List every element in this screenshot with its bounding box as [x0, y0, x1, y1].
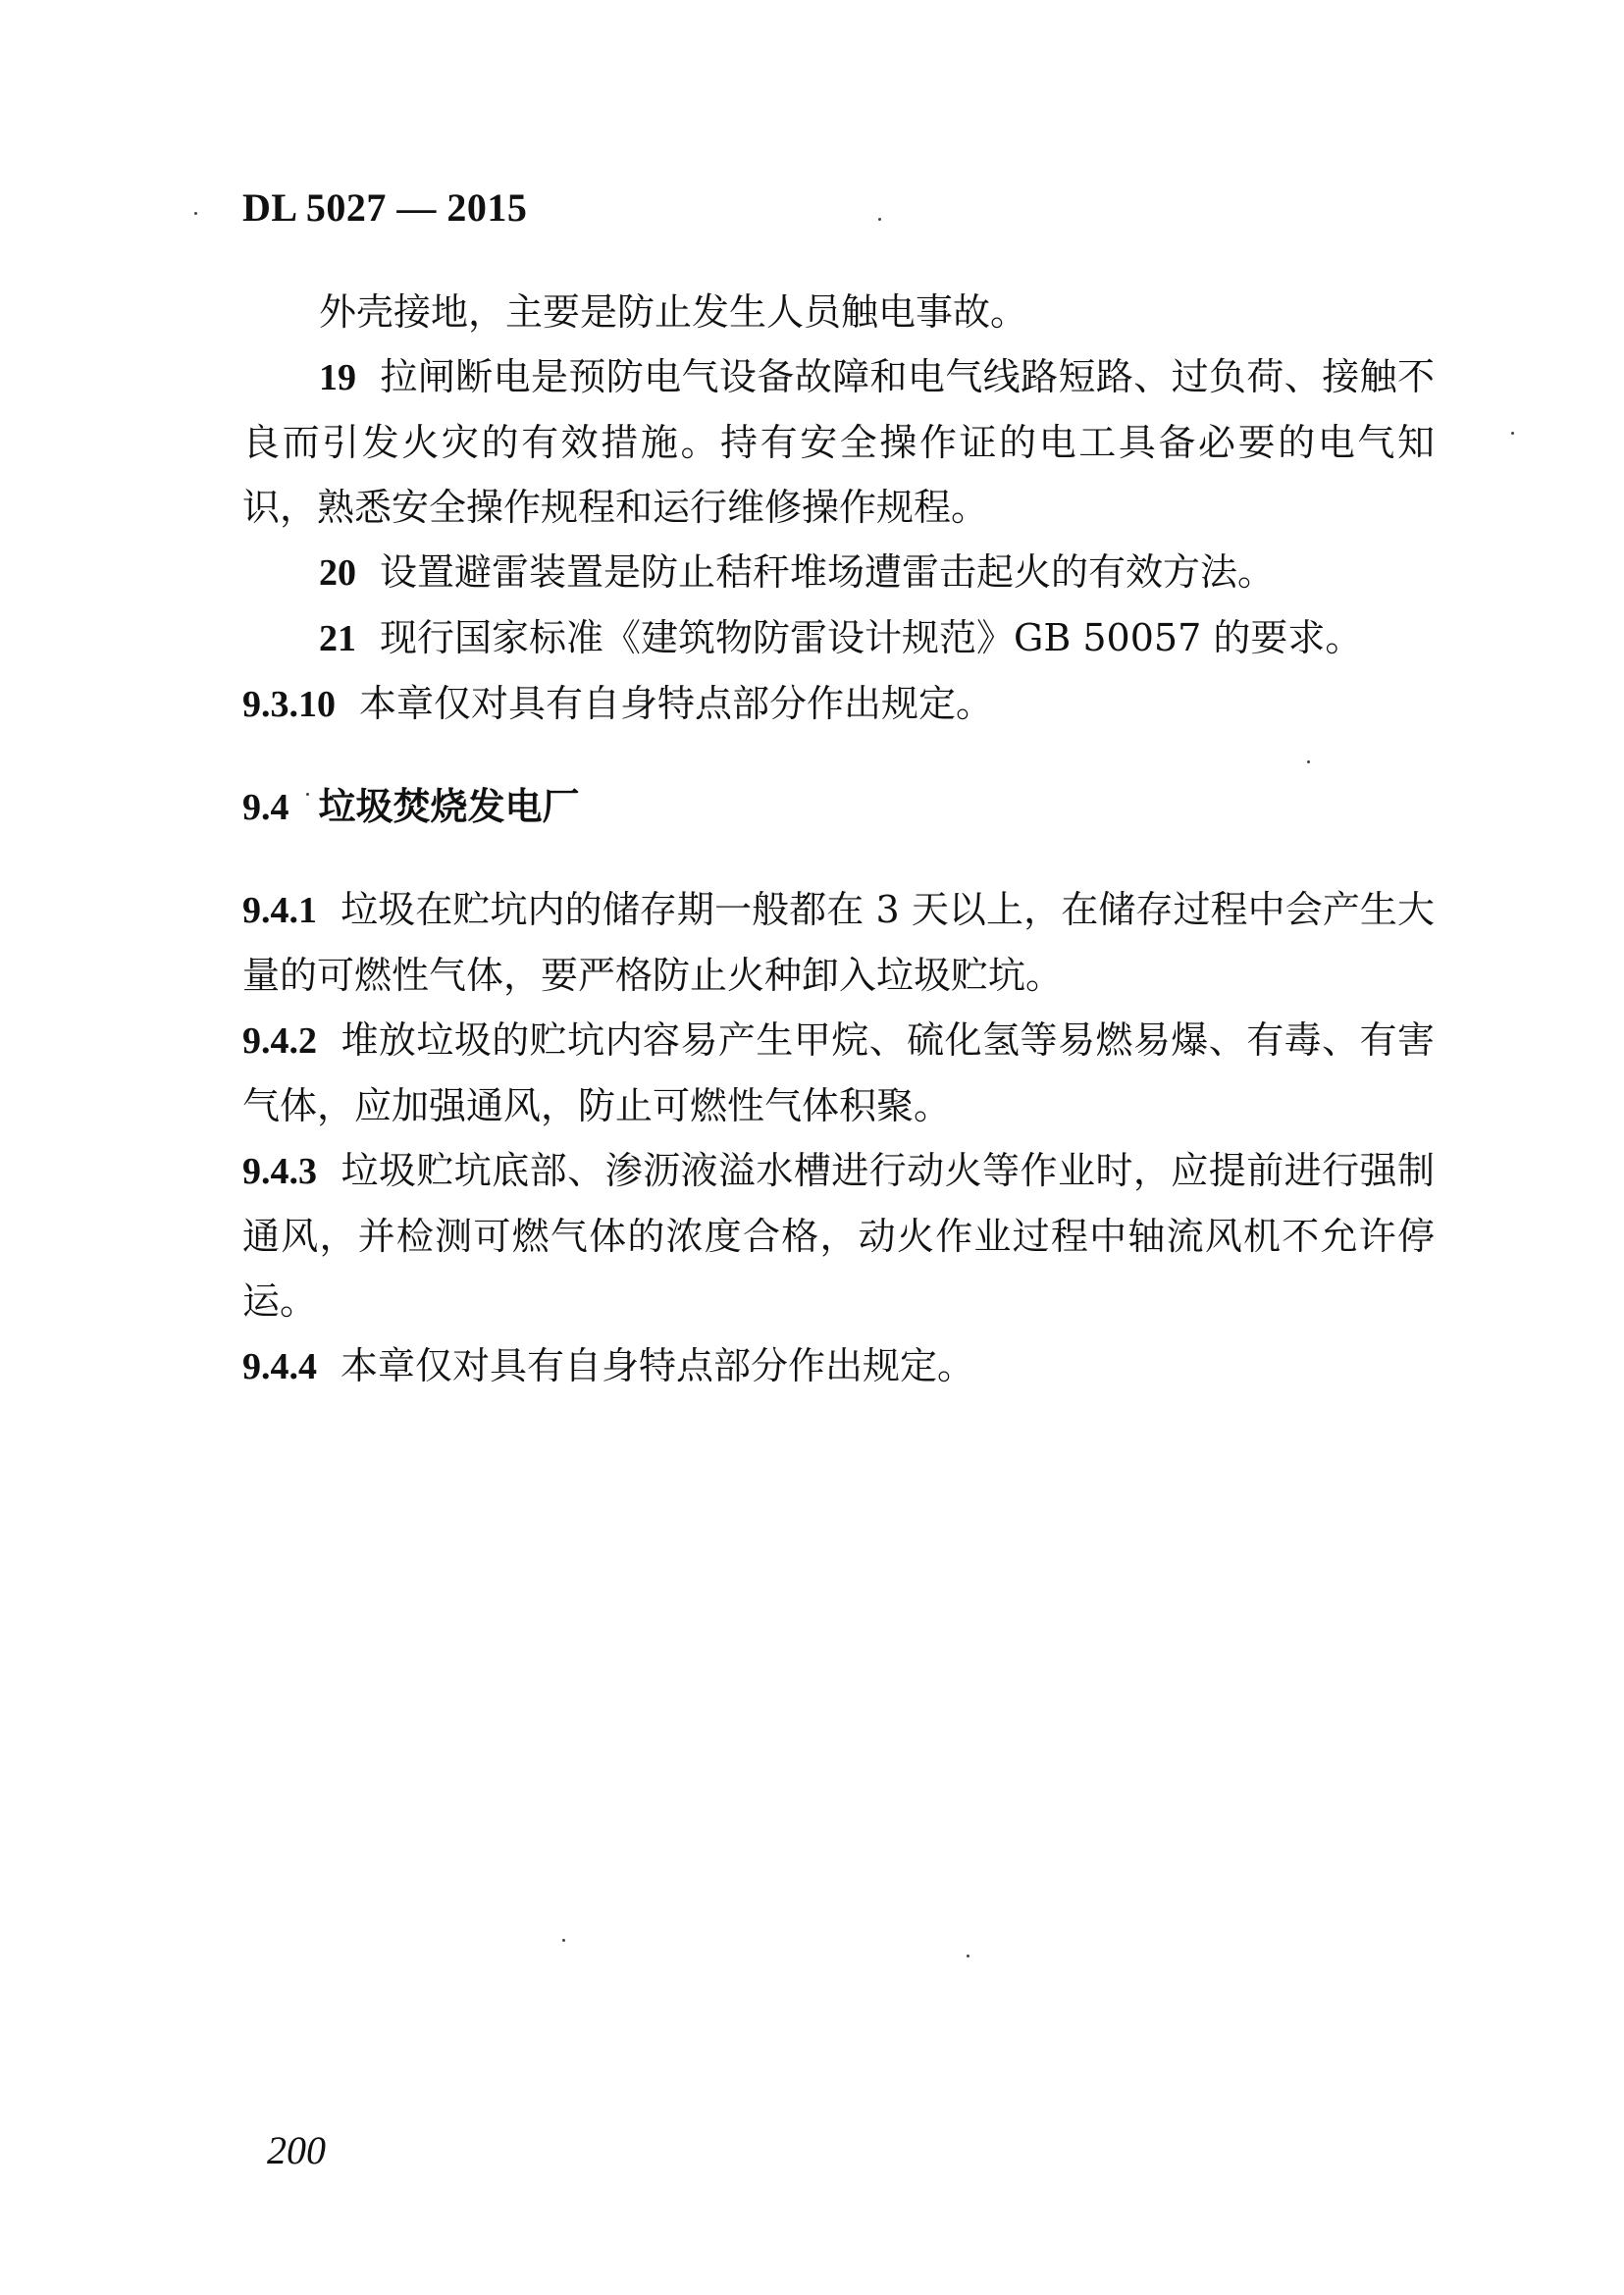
clause-number: 9.3.10 — [242, 684, 336, 725]
clause-9-4-3 — [242, 1138, 1435, 1333]
section-number: 9.4 — [242, 787, 289, 828]
clause-number: 9.4.4 — [242, 1346, 317, 1387]
section-title-text: 垃圾焚烧发电厂 — [318, 784, 580, 828]
clause-number: 9.4.2 — [242, 1020, 317, 1062]
scan-speck — [1307, 760, 1310, 763]
section-heading — [242, 774, 1435, 840]
clause-text: 垃圾在贮坑内的储存期一般都在 3 天以上，在储存过程中会产生大量的可燃性气体，要严格防止火种卸入垃圾贮坑。 — [242, 888, 1435, 997]
paragraph-continuation — [242, 280, 1435, 344]
clause-number: 9.4.3 — [242, 1151, 317, 1192]
clause-text: 堆放垃圾的贮坑内容易产生甲烷、硫化氢等易燃易爆、有毒、有害气体，应加强通风，防止可燃性气体积聚。 — [242, 1018, 1435, 1127]
paragraph-text: 外壳接地，主要是防止发生人员触电事故。 — [319, 290, 1028, 334]
item-19 — [242, 344, 1435, 540]
scan-speck — [967, 1955, 969, 1957]
clause-9-4-1 — [242, 877, 1435, 1008]
clause-9-4-2 — [242, 1008, 1435, 1138]
item-20 — [242, 540, 1435, 605]
item-21 — [242, 605, 1435, 671]
page-content — [242, 280, 1435, 1399]
item-number: 21 — [319, 618, 356, 659]
scan-speck — [878, 218, 881, 221]
page-number: 200 — [267, 2128, 326, 2172]
clause-9-3-10 — [242, 671, 1435, 737]
clause-9-4-4 — [242, 1333, 1435, 1399]
standard-code-header: DL 5027 — 2015 — [242, 185, 528, 230]
clause-number: 9.4.1 — [242, 890, 317, 931]
item-number: 20 — [319, 552, 356, 594]
item-text: 设置避雷装置是防止秸秆堆场遭雷击起火的有效方法。 — [380, 550, 1276, 594]
scan-speck — [562, 1939, 565, 1942]
scan-speck — [194, 212, 197, 215]
item-text: 现行国家标准《建筑物防雷设计规范》GB 50057 的要求。 — [380, 616, 1363, 659]
scan-speck — [1511, 432, 1514, 435]
clause-text: 本章仅对具有自身特点部分作出规定。 — [341, 1344, 975, 1387]
clause-text: 垃圾贮坑底部、渗沥液溢水槽进行动火等作业时，应提前进行强制通风，并检测可燃气体的浓度合格，动火作业过程中轴流风机不允许停运。 — [242, 1149, 1435, 1323]
scan-speck — [306, 793, 309, 796]
item-number: 19 — [319, 357, 356, 398]
clause-text: 本章仅对具有自身特点部分作出规定。 — [359, 682, 994, 725]
item-text: 拉闸断电是预防电气设备故障和电气线路短路、过负荷、接触不良而引发火灾的有效措施。持有安全操作证的电工具备必要的电气知识，熟悉安全操作规程和运行维修操作规程。 — [242, 355, 1435, 529]
